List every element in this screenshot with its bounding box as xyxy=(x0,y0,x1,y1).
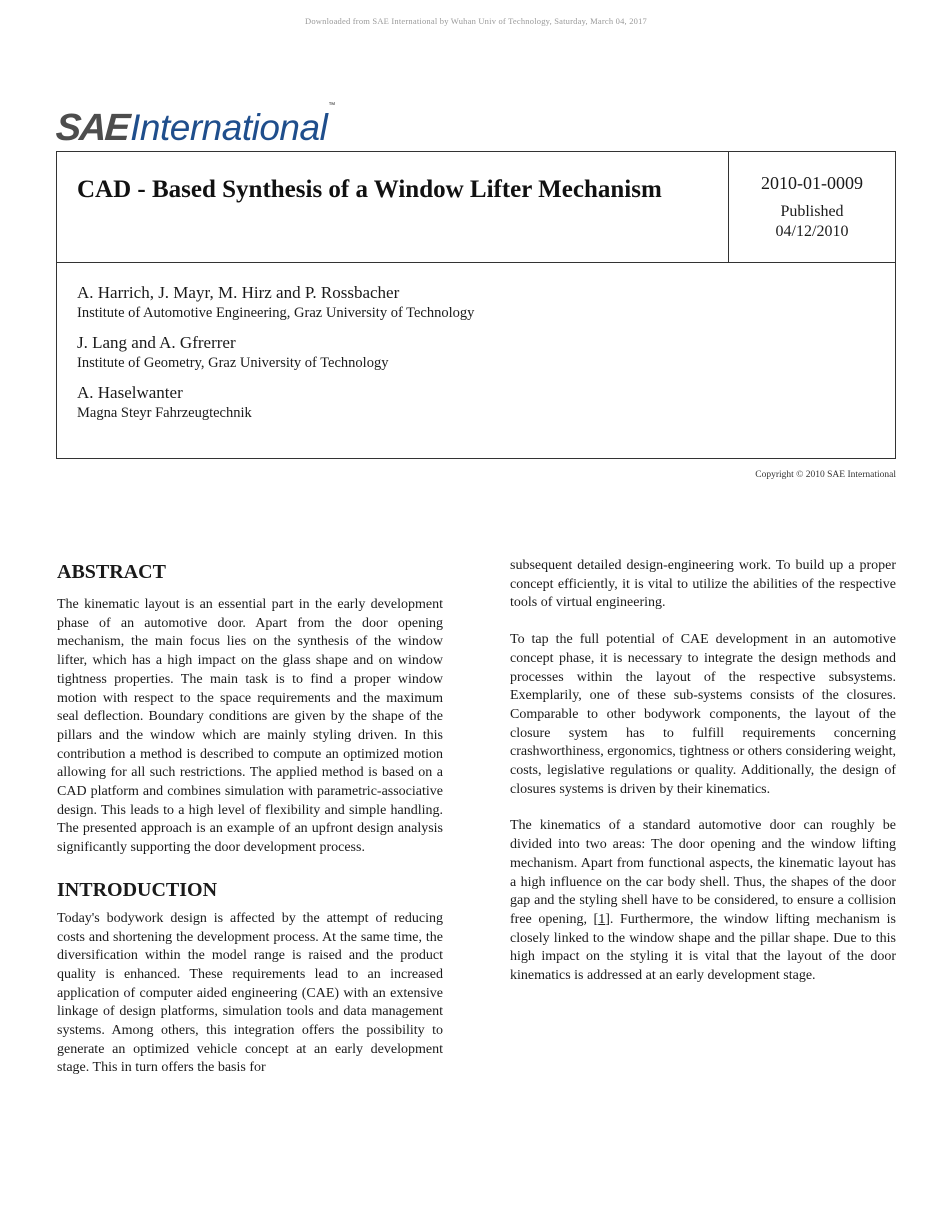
download-note: Downloaded from SAE International by Wuhan Univ of Technology, Saturday, March 04, 2017 xyxy=(305,16,647,26)
author-affiliation: Institute of Automotive Engineering, Graz University of Technology xyxy=(77,305,475,321)
right-column xyxy=(510,557,896,986)
paper-header-box xyxy=(56,151,896,459)
abstract-heading: ABSTRACT xyxy=(57,561,166,583)
published-label: Published xyxy=(780,203,844,220)
author-group xyxy=(77,382,877,422)
paper-number-cell xyxy=(729,152,895,263)
paper-number: 2010-01-0009 xyxy=(761,173,863,193)
intro-paragraph-1-continued: subsequent detailed design-engineering work. To build up a proper concept efficiently, it is vital to utilize the abilities of the respective tools of virtual engineering. xyxy=(510,558,896,611)
introduction-heading: INTRODUCTION xyxy=(57,878,218,901)
author-names: A. Haselwanter xyxy=(77,383,183,402)
author-group xyxy=(77,332,877,372)
intro-paragraph-3-part-b: ]. Furthermore, the window lifting mechanism is closely linked to the window shape and the pillar shape. Due to this high impact on the styling it is vital that the layout of the door kinematics is addressed at an early development stage. xyxy=(510,911,896,984)
logo-international: International xyxy=(130,107,328,148)
intro-paragraph-2: To tap the full potential of CAE development in an automotive concept phase, it is necessary to integrate the design methods and processes within the layout of the respective subsystems. Exemplarily, one of these sub-systems consists of the closures. Comparable to other bodywork components, the layout of the closure system has to fulfill requirements concerning crashworthiness, ergonomics, tightness or others considering weight, costs, legislative regulations or quality. Additionally, the design of closures systems is driven by their kinematics. xyxy=(510,632,896,797)
title-cell xyxy=(57,152,729,263)
logo-trademark: ™ xyxy=(328,102,336,109)
author-names: A. Harrich, J. Mayr, M. Hirz and P. Rossbacher xyxy=(77,283,400,302)
author-group xyxy=(77,282,877,322)
intro-paragraph-1: Today's bodywork design is affected by the attempt of reducing costs and shortening the development process. At the same time, the diversification within the model range is raised and the product quality is enhanced. These requirements lead to an increased application of computer aided engineering (CAE) with an extensive linkage of design platforms, simulation tools and data management systems. Among others, this integration offers the possibility to generate an optimized vehicle concept at an early development stage. This in turn offers the basis for xyxy=(57,910,443,1076)
intro-paragraph-3 xyxy=(510,817,896,985)
logo-sae: SAE xyxy=(54,107,130,149)
author-affiliation: Institute of Geometry, Graz University of Technology xyxy=(77,355,389,371)
author-list xyxy=(77,282,877,432)
published-date: 04/12/2010 xyxy=(775,223,849,240)
author-names: J. Lang and A. Gfrerrer xyxy=(77,333,236,352)
paper-title: CAD - Based Synthesis of a Window Lifter Mechanism xyxy=(77,176,662,203)
author-affiliation: Magna Steyr Fahrzeugtechnik xyxy=(77,405,252,421)
left-column xyxy=(57,560,443,1078)
reference-link-1[interactable]: 1 xyxy=(598,911,606,927)
sae-international-logo xyxy=(56,100,335,148)
intro-paragraph-3-part-a: The kinematics of a standard automotive door can roughly be divided into two areas: The door opening and the window lifting mechanism. Apart from functional aspects, the kinematic layout has a high influence on the car body shell. Thus, the shapes of the door gap and the styling shell have to be considered, to ensure a collision free opening, [ xyxy=(510,818,896,927)
copyright-notice: Copyright © 2010 SAE International xyxy=(755,470,896,480)
abstract-text: The kinematic layout is an essential part in the early development phase of an automotive door. Apart from the door opening mechanism, the main focus lies on the synthesis of the window lifter, which has a high impact on the glass shape and on window tightness properties. The main task is to find a proper window motion with respect to the space requirements and the maximum seal deflection. Boundary conditions are given by the shape of the pillars and the window which are mainly styling driven. In this contribution a method is described to compute an optimized motion allowing for all such restrictions. The applied method is based on a CAD platform and combines simulation with parametric-associative design. This leads to a high level of flexibility and simple handling. The presented approach is an example of an upfront design analysis significantly supporting the door development process. xyxy=(57,597,443,856)
